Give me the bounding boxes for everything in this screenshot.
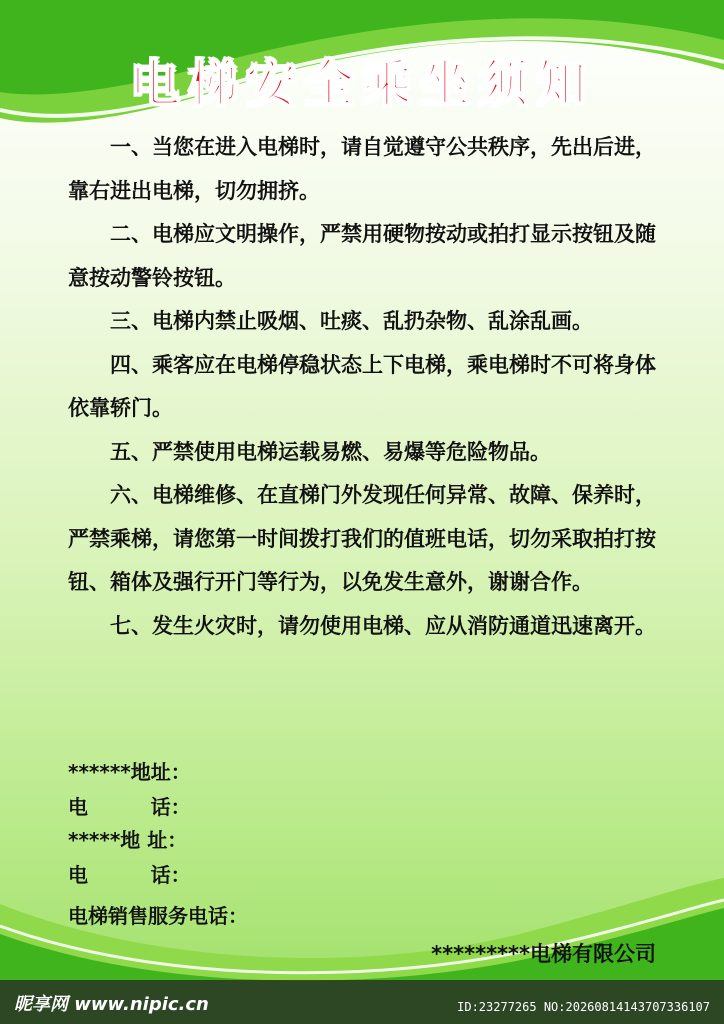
rule-item-1: 一、当您在进入电梯时，请自觉遵守公共秩序，先出后进，靠右进出电梯，切勿拥挤。	[68, 135, 656, 203]
watermark-logo: 昵享网 www.nipic.cn	[14, 994, 209, 1015]
phone-label-2: 电 话：	[68, 863, 191, 887]
phone-label-1: 电 话：	[68, 795, 191, 819]
rule-item-6: 六、电梯维修、在直梯门外发现任何异常、故障、保养时，严禁乘梯，请您第一时间拨打我们的值班电话，切勿采取拍打按钮、箱体及强行开门等行为，以免发生意外，谢谢合作。	[68, 483, 656, 594]
rule-item-3: 三、电梯内禁止吸烟、吐痰、乱扔杂物、乱涂乱画。	[110, 309, 593, 333]
page-title: 电梯安全乘坐须知	[130, 55, 594, 113]
rule-item-4: 四、乘客应在电梯停稳状态上下电梯，乘电梯时不可将身体依靠轿门。	[68, 352, 656, 420]
rules-list	[68, 126, 668, 648]
address-label-2: *****地 址：	[68, 828, 188, 852]
rule-item-7: 七、发生火灾时，请勿使用电梯、应从消防通道迅速离开。	[110, 613, 656, 638]
company-name: *********电梯有限公司	[431, 942, 656, 966]
sales-phone-label: 电梯销售服务电话：	[68, 904, 248, 928]
address-label-1: ******地址：	[68, 760, 191, 784]
watermark-bar	[0, 980, 724, 1024]
rule-item-5: 五、严禁使用电梯运载易燃、易爆等危险物品。	[110, 439, 551, 464]
watermark-id: ID:23277265 NO:20260814143707336107	[457, 1000, 710, 1014]
rule-item-2: 二、电梯应文明操作，严禁用硬物按动或拍打显示按钮及随意按动警铃按钮。	[68, 222, 656, 290]
